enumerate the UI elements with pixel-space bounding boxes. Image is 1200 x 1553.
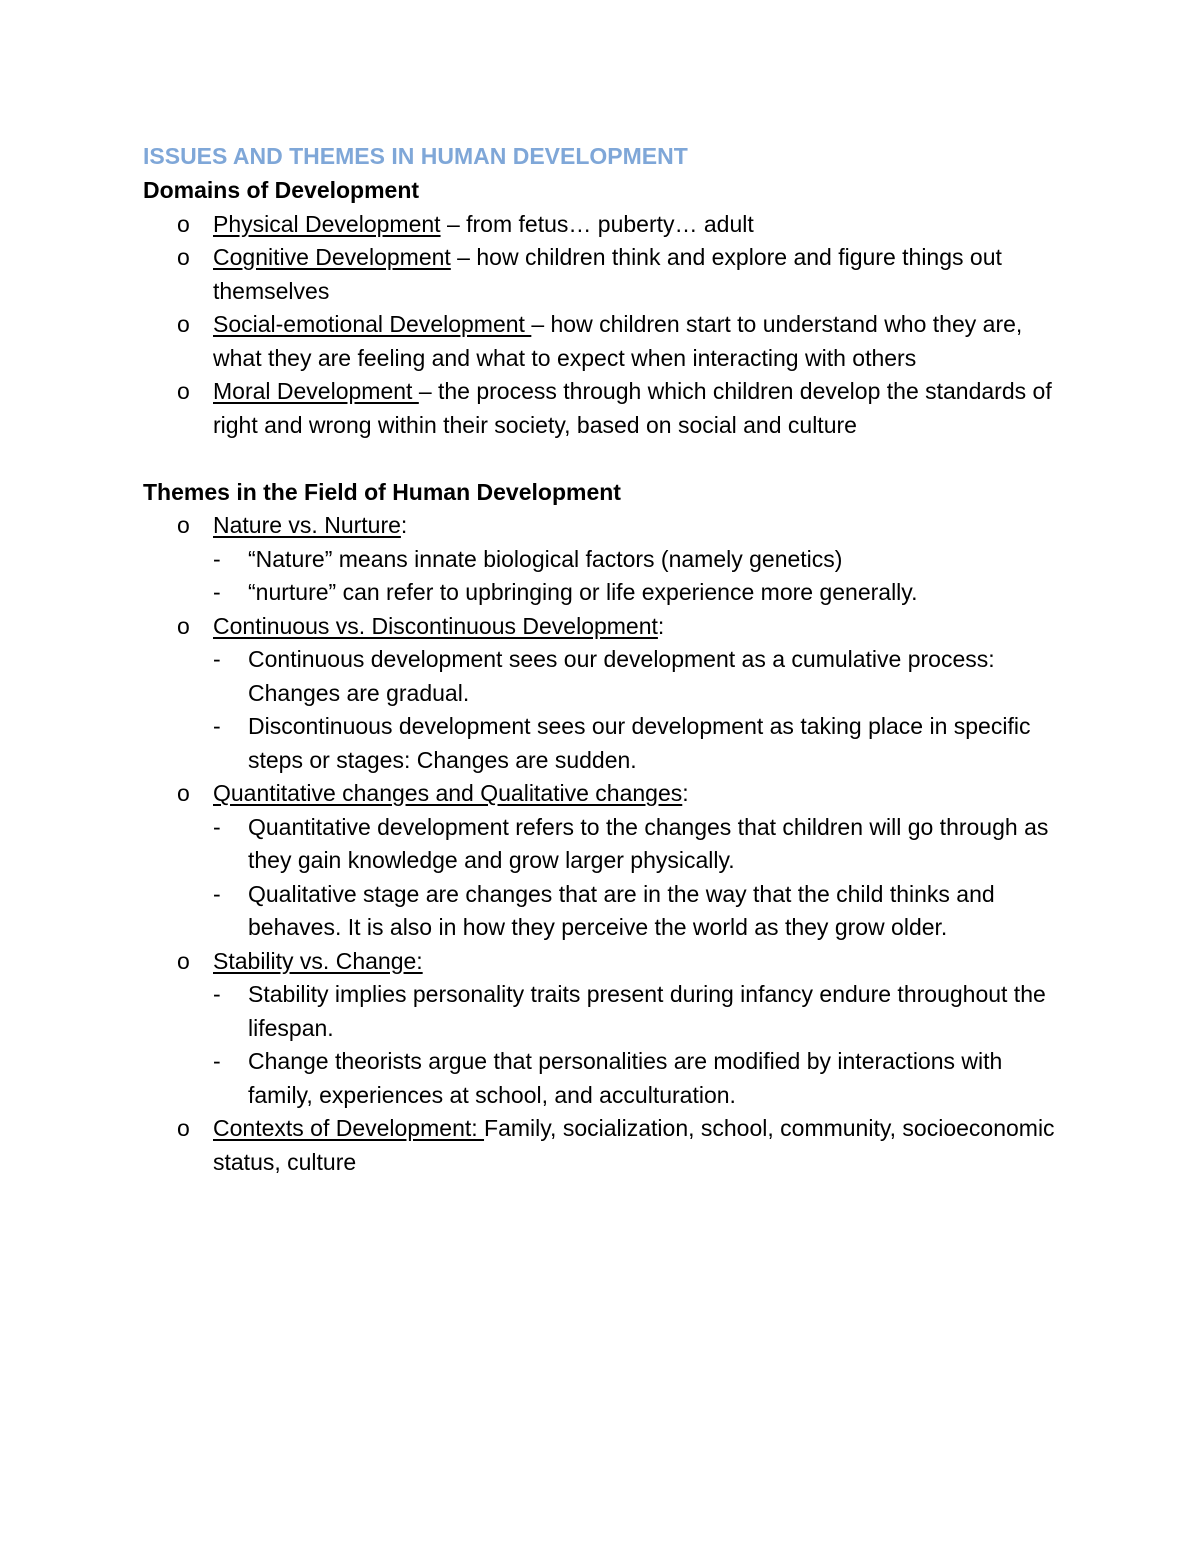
section-heading: Themes in the Field of Human Development <box>143 478 621 505</box>
bullet-item <box>143 777 1063 945</box>
bullet-term: Social-emotional Development <box>213 311 532 337</box>
bullet-term: Cognitive Development <box>213 244 451 270</box>
bullet-term: Moral Development <box>213 378 419 404</box>
dash-item <box>213 543 1063 577</box>
document-title: ISSUES AND THEMES IN HUMAN DEVELOPMENT <box>143 143 688 169</box>
bullet-text: – the process through which children develop the standards of right and wrong within their society, based on social and culture <box>213 378 1052 438</box>
dash-marker: - <box>213 880 221 907</box>
bullet-item <box>143 308 1063 375</box>
bullet-text: : <box>682 780 689 806</box>
bullet-marker: o <box>177 378 190 404</box>
bullet-marker: o <box>177 244 190 270</box>
bullet-item <box>143 208 1063 242</box>
section-heading: Domains of Development <box>143 177 420 203</box>
dash-marker: - <box>213 579 221 605</box>
dash-item <box>213 1045 1063 1112</box>
bullet-list <box>143 208 1063 443</box>
bullet-text: – from fetus… puberty… adult <box>440 210 754 237</box>
section-gap <box>143 442 1063 476</box>
dash-text: Continuous development sees our development as a cumulative process: Changes are gradual. <box>248 646 995 706</box>
dash-text: Quantitative development refers to the changes that children will go through as they gain knowledge and grow larger physically. <box>248 813 1049 873</box>
bullet-text: : <box>657 612 665 639</box>
bullet-term: Nature vs. Nurture <box>213 512 401 538</box>
dash-list <box>213 811 1063 945</box>
bullet-marker: o <box>177 780 190 806</box>
dash-marker: - <box>213 713 221 739</box>
bullet-text: – how children think and explore and figure things out themselves <box>213 244 1002 304</box>
document-sections <box>143 174 1063 1179</box>
dash-marker: - <box>213 545 221 572</box>
dash-item <box>213 710 1063 777</box>
dash-item <box>213 811 1063 878</box>
dash-text: Change theorists argue that personalities are modified by interactions with family, experiences at school, and acculturation. <box>248 1048 1003 1108</box>
dash-marker: - <box>213 646 221 672</box>
bullet-term: Quantitative changes and Qualitative changes <box>213 780 683 806</box>
bullet-term: Contexts of Development: <box>213 1115 485 1141</box>
bullet-term: Stability vs. Change: <box>213 947 423 974</box>
bullet-term: Physical Development <box>213 210 441 237</box>
bullet-marker: o <box>177 612 190 639</box>
bullet-marker: o <box>177 210 190 237</box>
dash-item <box>213 978 1063 1045</box>
dash-list <box>213 978 1063 1112</box>
bullet-text: Family, socialization, school, community, socioeconomic status, culture <box>213 1115 1055 1175</box>
bullet-list <box>143 509 1063 1179</box>
bullet-text: : <box>400 512 408 538</box>
dash-text: Stability implies personality traits present during infancy endure throughout the lifespan. <box>248 981 1046 1041</box>
bullet-marker: o <box>177 512 190 538</box>
bullet-term: Continuous vs. Discontinuous Development <box>213 612 658 639</box>
dash-marker: - <box>213 813 221 840</box>
dash-item <box>213 878 1063 945</box>
bullet-text: – how children start to understand who they are, what they are feeling and what to expect when interacting with others <box>213 311 1023 371</box>
section <box>143 476 1063 1180</box>
dash-text: “Nature” means innate biological factors (namely genetics) <box>248 545 843 572</box>
document-page <box>143 140 1063 1179</box>
dash-text: Qualitative stage are changes that are in the way that the child thinks and behaves. It is also in how they perceive the world as they grow older. <box>248 880 995 940</box>
bullet-marker: o <box>177 311 190 337</box>
bullet-item <box>143 509 1063 610</box>
dash-text: “nurture” can refer to upbringing or life experience more generally. <box>248 579 918 605</box>
bullet-item <box>143 945 1063 1113</box>
dash-marker: - <box>213 981 221 1007</box>
dash-text: Discontinuous development sees our development as taking place in specific steps or stages: Changes are sudden. <box>248 713 1031 773</box>
bullet-item <box>143 241 1063 308</box>
section <box>143 174 1063 442</box>
bullet-marker: o <box>177 947 190 974</box>
dash-list <box>213 643 1063 777</box>
dash-marker: - <box>213 1048 221 1074</box>
dash-list <box>213 543 1063 610</box>
bullet-item <box>143 1112 1063 1179</box>
bullet-marker: o <box>177 1115 190 1141</box>
bullet-item <box>143 375 1063 442</box>
bullet-item <box>143 610 1063 778</box>
dash-item <box>213 643 1063 710</box>
dash-item <box>213 576 1063 610</box>
